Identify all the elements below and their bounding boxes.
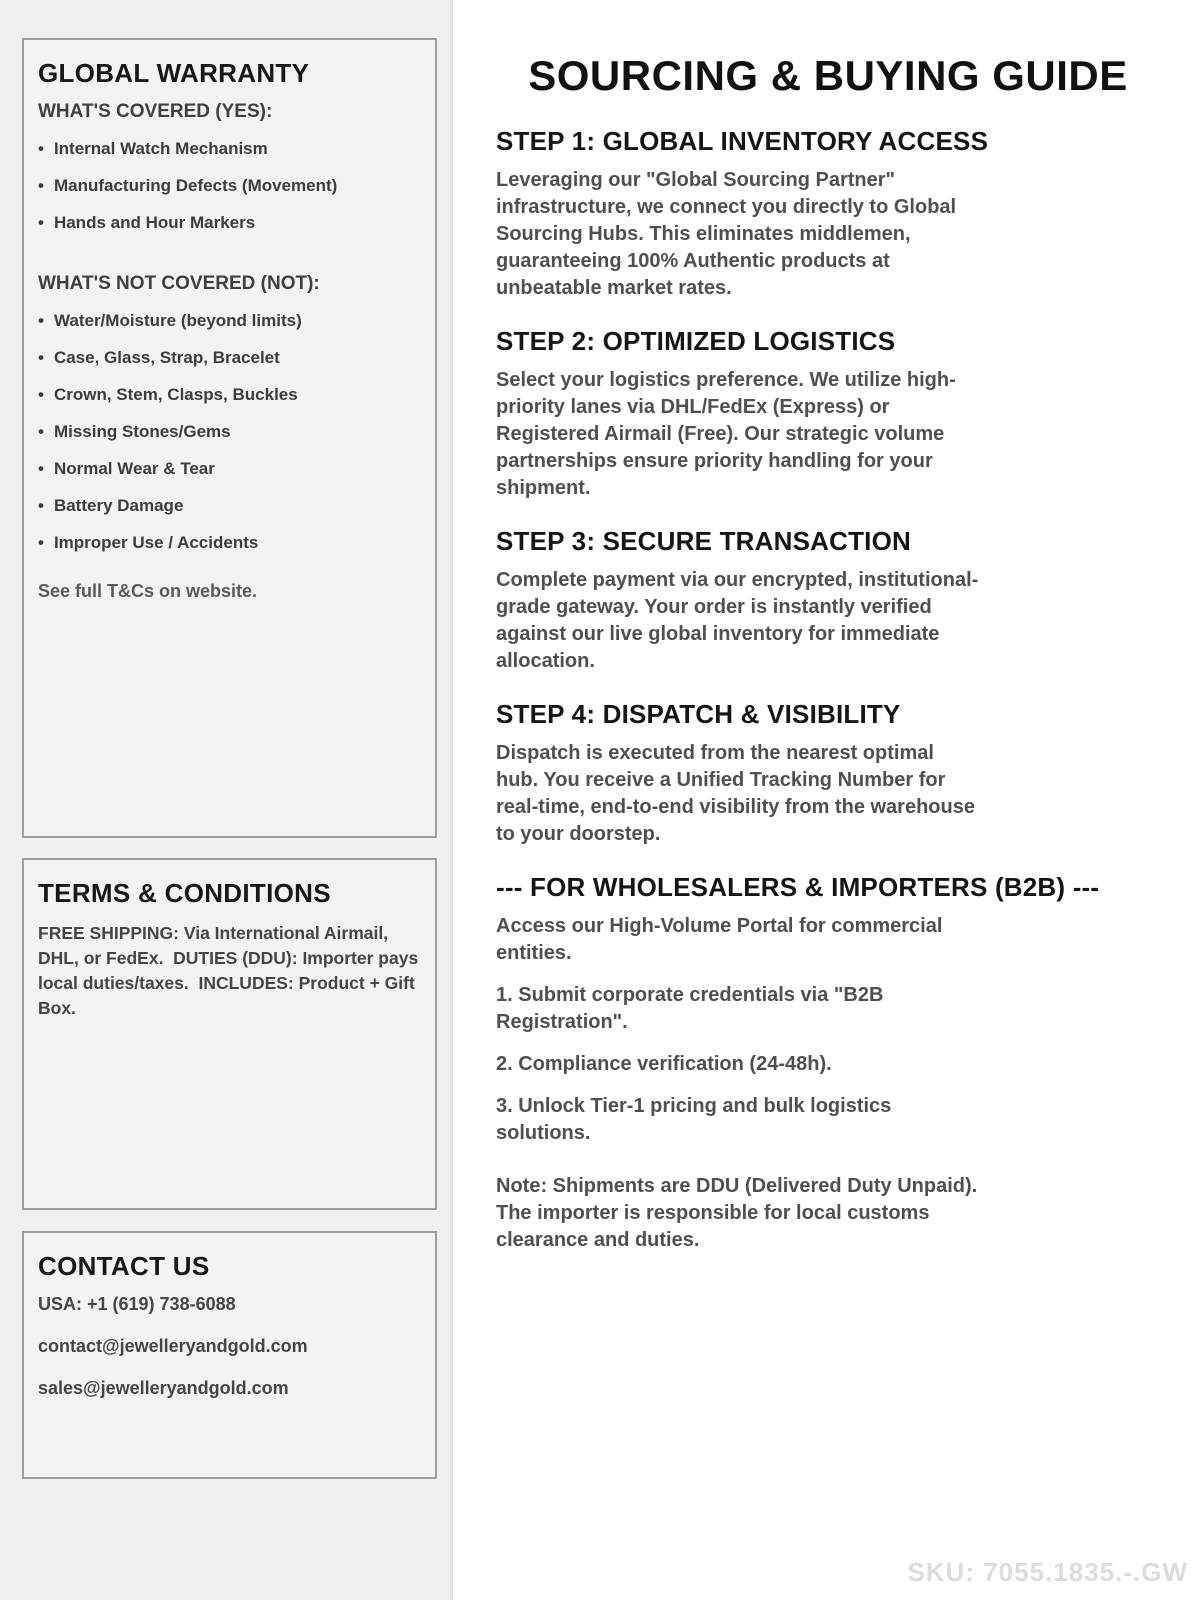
not-covered-item: • Crown, Stem, Clasps, Buckles [38,385,421,405]
contact-title: CONTACT US [38,1251,210,1281]
guide-title: SOURCING & BUYING GUIDE [528,52,1128,99]
contact-phone: USA: +1 (619) 738-6088 [38,1294,236,1314]
covered-heading: WHAT'S COVERED (YES): [38,101,273,122]
section-paragraph: Select your logistics preference. We utilize high-priority lanes via DHL/FedEx (Express) or Registered Airmail (Free). Our strategic volume partnerships ensure priority handling for your shipment. [496,369,956,499]
guide-section [496,699,1160,848]
sidebar [0,0,453,1600]
section-heading: STEP 1: GLOBAL INVENTORY ACCESS [496,126,989,156]
covered-item: • Hands and Hour Markers [38,213,421,233]
terms-box [22,858,437,1210]
section-paragraph: Leveraging our "Global Sourcing Partner" infrastructure, we connect you directly to Global Sourcing Hubs. This eliminates middlemen, guaranteeing 100% Authentic products at unbeatable market rates. [496,169,957,299]
guide-section [496,126,1160,302]
guide-sections [496,126,1160,1254]
not-covered-list [38,311,421,553]
warranty-footnote: See full T&Cs on website. [38,581,258,601]
section-heading: STEP 3: SECURE TRANSACTION [496,526,911,556]
contact-email: contact@jewelleryandgold.com [38,1336,308,1356]
sku-label: SKU: 7055.1835.-.GW [907,1557,1188,1587]
contact-box [22,1231,437,1479]
not-covered-item: • Missing Stones/Gems [38,422,421,442]
not-covered-item: • Battery Damage [38,496,421,516]
main-content [456,0,1200,1600]
not-covered-item: • Water/Moisture (beyond limits) [38,311,421,331]
warranty-box [22,38,437,838]
contact-lines [38,1294,421,1399]
section-paragraph: 1. Submit corporate credentials via "B2B Registration". [496,984,884,1033]
not-covered-item: • Improper Use / Accidents [38,533,421,553]
not-covered-heading: WHAT'S NOT COVERED (NOT): [38,273,320,294]
guide-section [496,526,1160,675]
terms-body: FREE SHIPPING: Via International Airmail, DHL, or FedEx. DUTIES (DDU): Importer pays local duties/taxes. INCLUDES: Product + Gift Box. [38,923,424,1018]
section-paragraph: Dispatch is executed from the nearest optimal hub. You receive a Unified Tracking Number for real-time, end-to-end visibility from the warehouse to your doorstep. [496,742,975,845]
contact-email: sales@jewelleryandgold.com [38,1378,289,1398]
section-paragraph: 3. Unlock Tier-1 pricing and bulk logistics solutions. [496,1095,892,1144]
section-heading: STEP 2: OPTIMIZED LOGISTICS [496,326,896,356]
covered-item: • Internal Watch Mechanism [38,139,421,159]
guide-section [496,326,1160,502]
terms-title: TERMS & CONDITIONS [38,878,331,908]
warranty-title: GLOBAL WARRANTY [38,58,310,88]
not-covered-item: • Case, Glass, Strap, Bracelet [38,348,421,368]
section-paragraph: Complete payment via our encrypted, institutional-grade gateway. Your order is instantly verified against our live global inventory for immediate allocation. [496,569,979,672]
section-paragraph: 2. Compliance verification (24-48h). [496,1053,832,1075]
section-heading: STEP 4: DISPATCH & VISIBILITY [496,699,901,729]
section-heading: --- FOR WHOLESALERS & IMPORTERS (B2B) --- [496,872,1100,902]
not-covered-item: • Normal Wear & Tear [38,459,421,479]
covered-list [38,139,421,233]
section-paragraph: Access our High-Volume Portal for commercial entities. [496,915,943,964]
covered-item: • Manufacturing Defects (Movement) [38,176,421,196]
guide-section [496,872,1160,1254]
section-paragraph: Note: Shipments are DDU (Delivered Duty Unpaid). The importer is responsible for local customs clearance and duties. [496,1175,978,1251]
